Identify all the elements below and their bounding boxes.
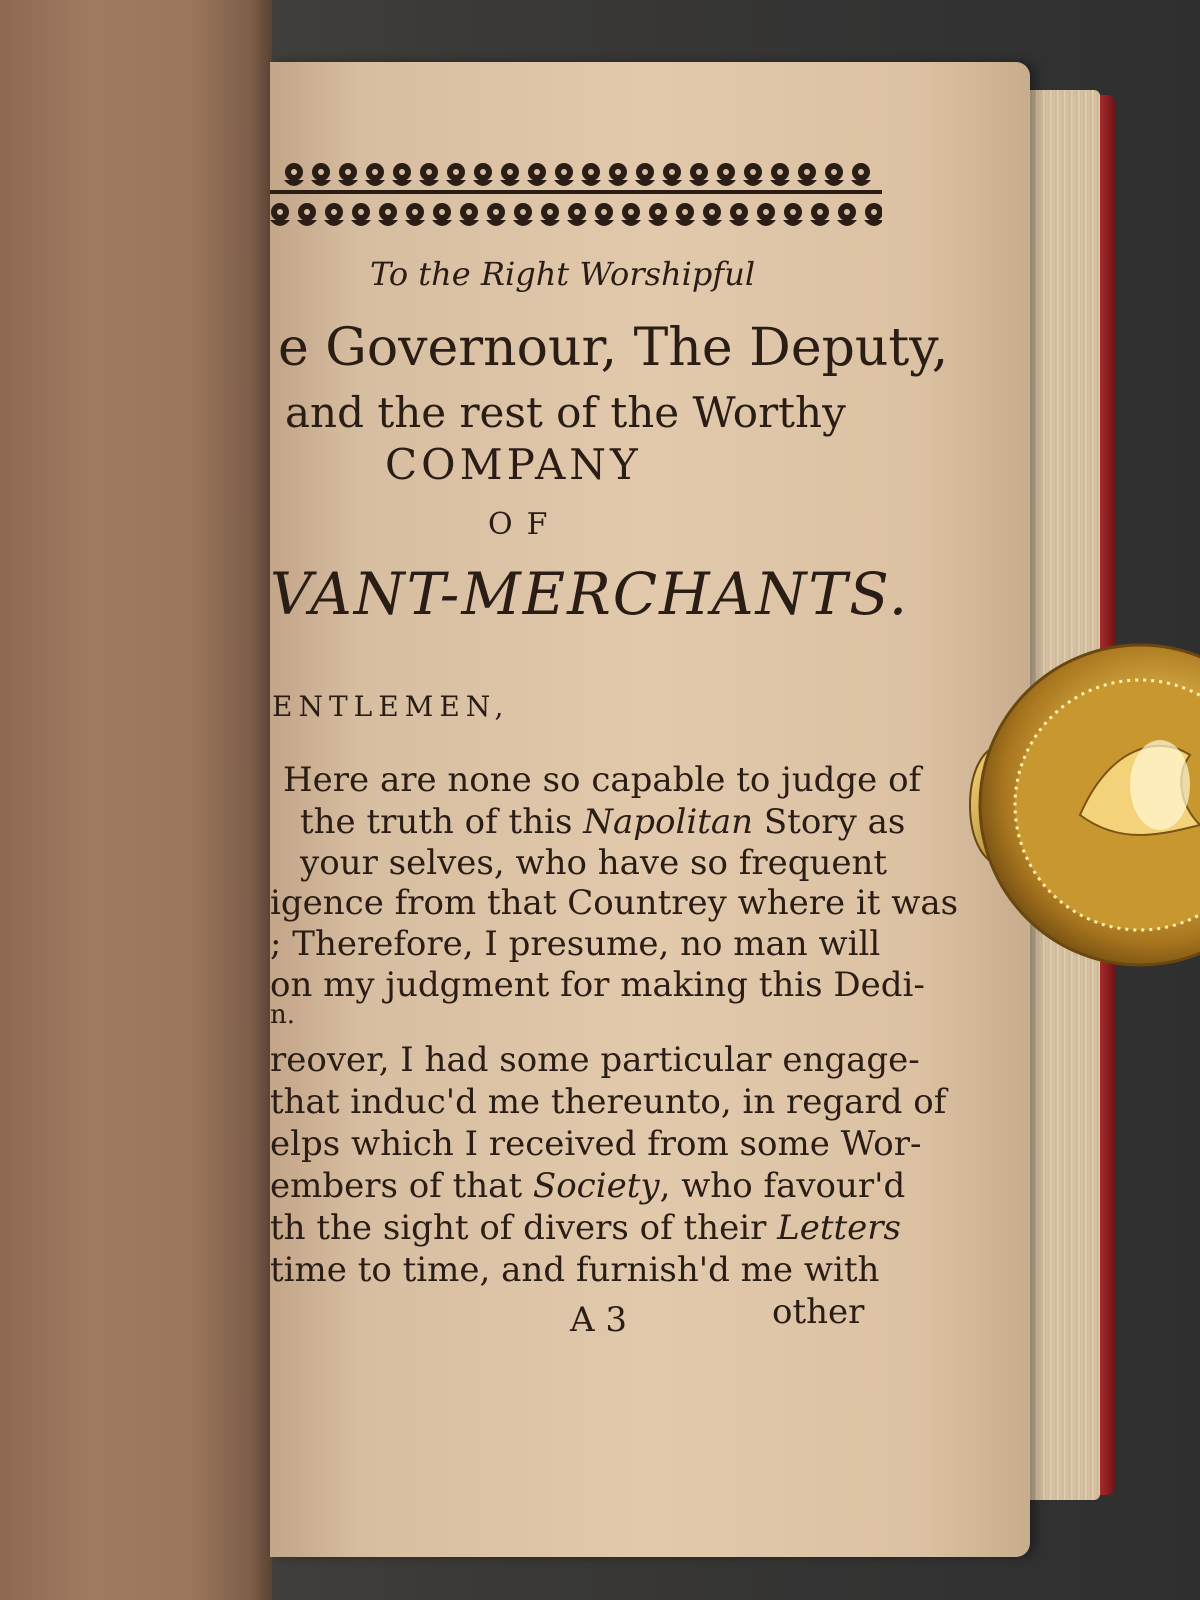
ornament-fleuron: [527, 163, 547, 186]
headpiece-ornament: [270, 150, 882, 248]
dedication-caption: To the Right Worshipful: [370, 255, 756, 293]
ornament-fleuron: [594, 203, 614, 226]
body-text: , who favour'd: [659, 1166, 906, 1206]
ornament-fleuron: [837, 203, 857, 226]
ornament-fleuron: [716, 163, 736, 186]
clasp-highlight: [1130, 740, 1190, 830]
body-line: [270, 1166, 905, 1206]
ornament-fleuron: [270, 203, 290, 226]
ornament-row-top: [270, 190, 882, 194]
ornament-fleuron: [689, 163, 709, 186]
ornament-fleuron: [351, 203, 371, 226]
ornament-fleuron: [446, 163, 466, 186]
ornament-fleuron: [824, 163, 844, 186]
body-line: ; Therefore, I presume, no man will: [270, 924, 881, 964]
ornament-fleuron: [459, 203, 479, 226]
dedication-title-line-2: and the rest of the Worthy: [285, 388, 846, 437]
body-text: the truth of this: [300, 802, 584, 842]
signature-mark: A 3: [570, 1300, 627, 1340]
ornament-fleuron: [297, 203, 317, 226]
catchword: other: [772, 1292, 865, 1332]
ornament-fleuron: [405, 203, 425, 226]
ornament-fleuron: [621, 203, 641, 226]
ornament-fleuron: [486, 203, 506, 226]
body-line: Here are none so capable to judge of: [283, 760, 922, 800]
ornament-fleuron: [648, 203, 668, 226]
ornament-fleuron: [851, 163, 871, 186]
facing-page-left: [0, 0, 272, 1600]
body-italic: Society: [532, 1166, 660, 1206]
body-text: th the sight of divers of their: [270, 1208, 778, 1248]
body-line: on my judgment for making this Dedi-: [270, 965, 925, 1005]
ornament-fleuron: [581, 163, 601, 186]
ornament-fleuron: [378, 203, 398, 226]
ornament-fleuron: [513, 203, 533, 226]
body-text: embers of that: [270, 1166, 533, 1206]
ornament-fleuron: [675, 203, 695, 226]
body-line: reover, I had some particular engage-: [270, 1040, 920, 1080]
ornament-fleuron: [729, 203, 749, 226]
body-line: time to time, and furnish'd me with: [270, 1250, 880, 1290]
ornament-fleuron: [743, 163, 763, 186]
ornament-fleuron: [311, 163, 331, 186]
dedication-company: COMPANY: [385, 440, 642, 489]
ornament-fleuron: [783, 203, 803, 226]
dedication-title-line-1: e Governour, The Deputy,: [278, 318, 949, 378]
ornament-fleuron: [635, 163, 655, 186]
ornament-fleuron: [554, 163, 574, 186]
body-line: elps which I received from some Wor-: [270, 1124, 922, 1164]
body-line: [270, 1208, 901, 1248]
ornament-fleuron: [567, 203, 587, 226]
body-line: igence from that Countrey where it was: [270, 883, 959, 923]
ornament-fleuron: [756, 203, 776, 226]
body-line: [300, 802, 905, 842]
ornament-fleuron: [324, 203, 344, 226]
ornament-fleuron: [702, 203, 722, 226]
ornament-fleuron: [770, 163, 790, 186]
ornament-fleuron: [284, 163, 304, 186]
ornament-fleuron: [432, 203, 452, 226]
ornament-fleuron: [864, 203, 882, 226]
ornament-fleuron: [392, 163, 412, 186]
body-line: your selves, who have so frequent: [300, 843, 888, 883]
body-italic: Napolitan: [583, 802, 754, 842]
dedication-levant-merchants: VANT-MERCHANTS.: [270, 560, 910, 628]
body-line: that induc'd me thereunto, in regard of: [270, 1082, 947, 1122]
dedication-of: OF: [488, 507, 562, 542]
ornament-fleuron: [365, 163, 385, 186]
salutation: ENTLEMEN,: [272, 690, 510, 723]
ornament-fleuron: [810, 203, 830, 226]
ornament-fleuron: [500, 163, 520, 186]
brass-clasp: [960, 615, 1200, 995]
ornament-fleuron: [473, 163, 493, 186]
body-text: Story as: [753, 802, 906, 842]
ornament-fleuron: [338, 163, 358, 186]
ornament-fleuron: [540, 203, 560, 226]
ornament-fleuron: [797, 163, 817, 186]
ornament-fleuron: [662, 163, 682, 186]
body-line: n.: [270, 1000, 296, 1030]
ornament-fleuron: [608, 163, 628, 186]
ornament-fleuron: [419, 163, 439, 186]
body-italic: Letters: [777, 1208, 901, 1248]
